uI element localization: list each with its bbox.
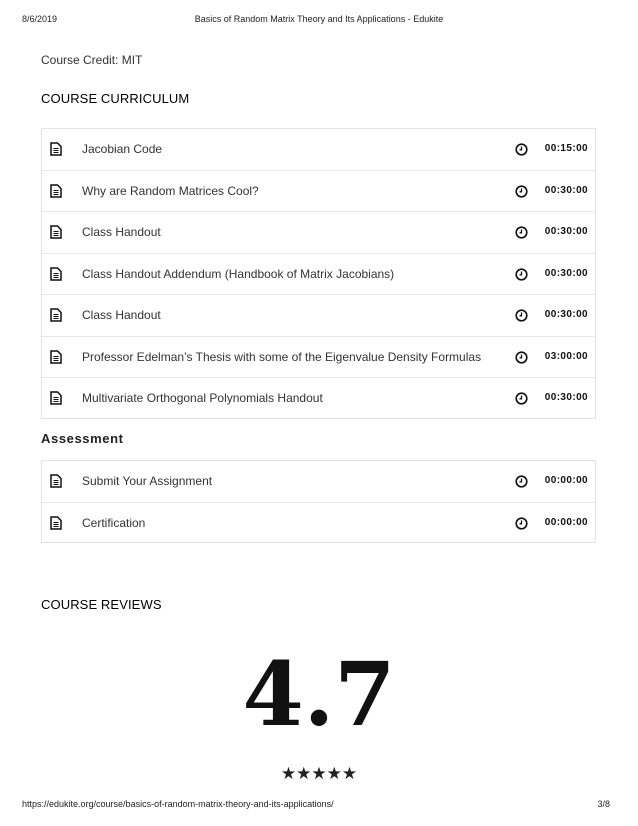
average-rating: 4.7 [242, 642, 396, 746]
curriculum-item[interactable] [42, 212, 595, 254]
clock-icon [515, 517, 528, 530]
course-credit: Course Credit: MIT [41, 53, 143, 67]
footer-url: https://edukite.org/course/basics-of-random-matrix-theory-and-its-applications/ [22, 799, 334, 809]
curriculum-list [41, 128, 596, 419]
clock-icon [515, 226, 528, 239]
item-duration: 00:15:00 [544, 143, 588, 154]
item-title[interactable]: Class Handout Addendum (Handbook of Matrix Jacobians) [82, 266, 395, 281]
item-title[interactable]: Class Handout [82, 225, 161, 239]
assessment-item[interactable] [42, 461, 595, 503]
assessment-list [41, 460, 596, 543]
curriculum-heading: COURSE CURRICULUM [41, 91, 190, 106]
clock-icon [515, 475, 528, 488]
page-number: 3/8 [597, 799, 610, 809]
curriculum-item[interactable] [42, 254, 595, 296]
assessment-heading: Assessment [41, 431, 124, 446]
item-title[interactable]: Submit Your Assignment [82, 474, 213, 488]
item-duration: 00:30:00 [544, 309, 588, 320]
document-icon [50, 267, 62, 281]
document-icon [50, 391, 62, 405]
item-title[interactable]: Professor Edelman’s Thesis with some of the Eigenvalue Density Formulas [82, 349, 482, 364]
item-duration: 00:30:00 [544, 267, 588, 279]
document-icon [50, 516, 62, 530]
item-duration: 03:00:00 [544, 350, 588, 362]
clock-icon [515, 351, 528, 364]
reviews-heading: COURSE REVIEWS [41, 597, 162, 612]
item-duration: 00:00:00 [544, 475, 588, 486]
curriculum-item[interactable] [42, 129, 595, 171]
star-rating-icon: ★★★★★ [280, 764, 358, 783]
header-date: 8/6/2019 [22, 14, 58, 24]
curriculum-item[interactable] [42, 171, 595, 213]
curriculum-item[interactable] [42, 295, 595, 337]
item-duration: 00:00:00 [544, 516, 588, 528]
clock-icon [515, 185, 528, 198]
item-title[interactable]: Why are Random Matrices Cool? [82, 183, 259, 198]
clock-icon [515, 392, 528, 405]
item-title[interactable]: Certification [82, 515, 146, 530]
curriculum-item[interactable] [42, 337, 595, 379]
document-icon [50, 350, 62, 364]
item-title[interactable]: Jacobian Code [82, 142, 163, 156]
header-title: Basics of Random Matrix Theory and Its Applications - Edukite [194, 14, 444, 24]
assessment-item[interactable] [42, 503, 595, 545]
clock-icon [515, 143, 528, 156]
item-duration: 00:30:00 [544, 226, 588, 237]
document-icon [50, 474, 62, 488]
document-icon [50, 184, 62, 198]
document-icon [50, 308, 62, 322]
item-duration: 00:30:00 [544, 392, 588, 403]
item-duration: 00:30:00 [544, 184, 588, 196]
curriculum-item[interactable] [42, 378, 595, 420]
item-title[interactable]: Class Handout [82, 308, 161, 322]
document-icon [50, 225, 62, 239]
clock-icon [515, 268, 528, 281]
item-title[interactable]: Multivariate Orthogonal Polynomials Handout [82, 391, 323, 405]
clock-icon [515, 309, 528, 322]
document-icon [50, 142, 62, 156]
